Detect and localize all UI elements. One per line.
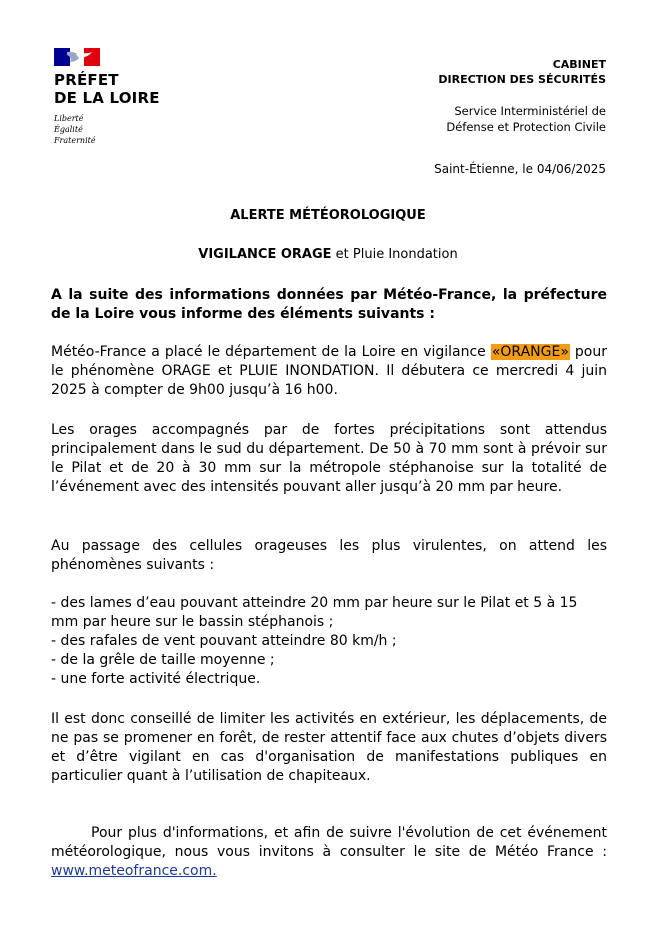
- vigilance-title-bold: VIGILANCE ORAGE: [198, 247, 332, 262]
- storms-paragraph: Les orages accompagnés par de fortes précipitations sont attendus principalement dans le sud du département. De 50 à 70 mm sont à prévoir sur le Pilat et de 20 à 30 mm sur la métropole stéphanoise sur la totalité de l’événement avec des intensités pouvant aller jusqu’à 20 mm par heure.: [51, 422, 607, 495]
- prefet-title: [54, 71, 160, 107]
- alert-title: ALERTE MÉTÉOROLOGIQUE: [230, 208, 426, 223]
- meteofrance-link[interactable]: www.meteofrance.com.: [51, 863, 217, 879]
- republic-motto: [54, 113, 96, 146]
- cabinet-header: [438, 57, 606, 87]
- phenomena-list: [51, 594, 607, 689]
- list-item: - des lames d’eau pouvant atteindre 20 mm par heure sur le Pilat et 5 à 15 mm par heure sur le bassin stéphanois ;: [51, 595, 578, 630]
- prefet-line-2: DE LA LOIRE: [54, 89, 160, 107]
- marianne-logo-icon: [54, 48, 100, 66]
- motto-egalite: Égalité: [54, 125, 83, 134]
- vigilance-title: [0, 246, 656, 264]
- phenomena-paragraph: Au passage des cellules orageuses les plus virulentes, on attend les phénomènes suivants :: [51, 538, 607, 573]
- motto-fraternite: Fraternité: [54, 136, 96, 145]
- orange-highlight: «ORANGE»: [491, 344, 569, 360]
- info-text: Pour plus d'informations, et afin de suivre l'évolution de cet événement météorologique, nous vous invitons à consulter le site de Météo France :: [51, 825, 607, 860]
- direction-label: DIRECTION DES SÉCURITÉS: [438, 73, 606, 86]
- service-line-2: Défense et Protection Civile: [446, 120, 606, 134]
- service-header: [446, 103, 606, 135]
- cabinet-label: CABINET: [552, 58, 606, 71]
- info-paragraph: [51, 824, 607, 881]
- list-item: - des rafales de vent pouvant atteindre 80 km/h ;: [51, 633, 397, 649]
- advice-paragraph: Il est donc conseillé de limiter les activités en extérieur, les déplacements, de ne pas se promener en forêt, de rester attentif face aux chutes d’objets divers et d’être vigilant en cas d'organisation de manifestations publiques en particulier quant à l’utilisation de chapiteaux.: [51, 711, 607, 784]
- p1-after: pour le phénomène ORAGE et PLUIE INONDATION. Il débutera ce mercredi 4 juin 2025 à compter de 9h00 jusqu’à 16 h00.: [51, 344, 607, 398]
- p1-before: Météo-France a placé le département de la Loire en vigilance: [51, 344, 491, 360]
- service-line-1: Service Interministériel de: [454, 104, 606, 118]
- prefet-line-1: PRÉFET: [54, 71, 119, 89]
- intro-paragraph: A la suite des informations données par Météo-France, la préfecture de la Loire vous informe des éléments suivants :: [51, 287, 607, 322]
- list-item: - une forte activité électrique.: [51, 671, 261, 687]
- date-line: Saint-Étienne, le 04/06/2025: [434, 162, 606, 176]
- motto-liberte: Liberté: [54, 114, 84, 123]
- vigilance-paragraph: [51, 343, 607, 400]
- list-item: - de la grêle de taille moyenne ;: [51, 652, 275, 668]
- vigilance-title-rest: et Pluie Inondation: [331, 247, 458, 262]
